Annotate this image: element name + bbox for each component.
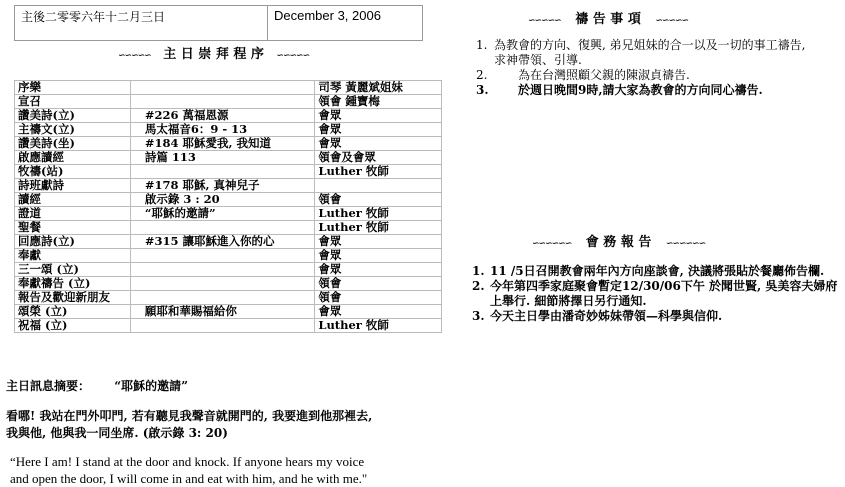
- program-item: 報告及歡迎新朋友: [15, 291, 131, 305]
- program-content: #178 耶穌, 真神兒子: [130, 179, 315, 193]
- program-leader: 領會 鍾寶梅: [315, 95, 442, 109]
- date-english: December 3, 2006: [274, 8, 381, 23]
- program-item: 聖餐: [15, 221, 131, 235]
- report-item: 2. 今年第四季家庭聚會暫定12/30/06下午 於聞世賢, 吳美容夫婦府 上舉行. 細節將擇日另行通知.: [472, 279, 838, 308]
- program-row: [15, 305, 442, 319]
- sermon-chinese: [6, 408, 372, 442]
- program-leader: 會眾: [315, 263, 442, 277]
- program-item: 證道: [15, 207, 131, 221]
- date-chinese: 主後二零零六年十二月三日: [15, 6, 268, 40]
- program-row: [15, 109, 442, 123]
- program-row: [15, 193, 442, 207]
- sermon-chinese-line1: 看哪! 我站在門外叩門, 若有聽見我聲音就開門的, 我要進到他那裡去,: [6, 409, 373, 423]
- program-content: [130, 81, 315, 95]
- program-row: [15, 277, 442, 291]
- program-item: 三一頌 (立): [15, 263, 131, 277]
- sermon-label: 主日訊息摘要：: [6, 379, 91, 393]
- program-item: 詩班獻詩: [15, 179, 131, 193]
- program-item: 啟應讀經: [15, 151, 131, 165]
- prayer-heading: 禱 告 事 項: [575, 12, 641, 27]
- program-row: [15, 249, 442, 263]
- program-leader: Luther 牧師: [315, 319, 442, 333]
- sermon-english: [10, 453, 367, 487]
- program-item: 宣召: [15, 95, 131, 109]
- program-content: [130, 165, 315, 179]
- program-row: [15, 221, 442, 235]
- program-content: [130, 249, 315, 263]
- program-content: [130, 277, 315, 291]
- ornament-right: ∽∽∽∽∽: [655, 16, 689, 26]
- program-row: [15, 263, 442, 277]
- program-content: “耶穌的邀請”: [130, 207, 315, 221]
- program-row: [15, 235, 442, 249]
- program-content: [130, 291, 315, 305]
- worship-heading-block: [118, 43, 309, 62]
- sermon-english-line1: “Here I am! I stand at the door and knock. If anyone hears my voice: [10, 454, 365, 469]
- report-heading-block: [532, 231, 705, 250]
- program-content: 馬太福音6：9 - 13: [130, 123, 315, 137]
- program-row: [15, 137, 442, 151]
- ornament-right: ∽∽∽∽∽: [276, 51, 310, 61]
- prayer-list: [476, 38, 836, 98]
- program-row: [15, 165, 442, 179]
- program-leader: Luther 牧師: [315, 221, 442, 235]
- prayer-item: 3. 於週日晚間9時,請大家為教會的方向同心禱告.: [476, 83, 763, 97]
- program-item: 序樂: [15, 81, 131, 95]
- report-heading: 會 務 報 告: [585, 235, 652, 250]
- program-leader: 會眾: [315, 305, 442, 319]
- program-item: 頌榮 (立): [15, 305, 131, 319]
- worship-program-table: [14, 80, 442, 333]
- program-row: [15, 319, 442, 333]
- program-leader: 領會: [315, 277, 442, 291]
- ornament-left: ∽∽∽∽∽: [528, 16, 561, 26]
- report-item: 1. 11 /5日召開教會兩年內方向座談會, 決議將張貼於餐廳佈告欄.: [472, 264, 825, 278]
- program-content: [130, 263, 315, 277]
- program-content: #184 耶穌愛我, 我知道: [130, 137, 315, 151]
- report-list: [472, 264, 840, 324]
- program-row: [15, 123, 442, 137]
- program-item: 祝福 (立): [15, 319, 131, 333]
- program-item: 主禱文(立): [15, 123, 131, 137]
- program-row: [15, 179, 442, 193]
- sermon-label-line: [6, 377, 188, 394]
- program-item: 讀經: [15, 193, 131, 207]
- program-leader: 會眾: [315, 235, 442, 249]
- sermon-title: “耶穌的邀請”: [114, 379, 189, 393]
- date-box: [14, 5, 423, 41]
- program-row: [15, 207, 442, 221]
- program-leader: 會眾: [315, 137, 442, 151]
- report-item: 3. 今天主日學由潘奇妙姊妹帶領—科學與信仰.: [472, 309, 723, 323]
- program-leader: 領會及會眾: [315, 151, 442, 165]
- program-content: 啟示錄 3 : 20: [130, 193, 315, 207]
- program-content: [130, 95, 315, 109]
- program-content: 願耶和華賜福給你: [130, 305, 315, 319]
- program-row: [15, 291, 442, 305]
- program-content: [130, 221, 315, 235]
- program-item: 奉獻禱告 (立): [15, 277, 131, 291]
- program-leader: 會眾: [315, 249, 442, 263]
- program-content: 詩篇 113: [130, 151, 315, 165]
- program-content: #315 讓耶穌進入你的心: [130, 235, 315, 249]
- program-leader: Luther 牧師: [315, 165, 442, 179]
- ornament-left: ∽∽∽∽∽: [118, 51, 151, 61]
- program-item: 讚美詩(立): [15, 109, 131, 123]
- program-leader: 領會: [315, 291, 442, 305]
- program-row: [15, 95, 442, 109]
- prayer-heading-block: [528, 8, 688, 27]
- program-item: 牧禱(站): [15, 165, 131, 179]
- program-leader: 會眾: [315, 123, 442, 137]
- prayer-item: 2. 為在台灣照顧父親的陳淑貞禱告.: [476, 68, 690, 82]
- program-item: 讚美詩(坐): [15, 137, 131, 151]
- program-leader: Luther 牧師: [315, 207, 442, 221]
- program-leader: [315, 179, 442, 193]
- program-content: [130, 319, 315, 333]
- program-row: [15, 151, 442, 165]
- program-row: [15, 81, 442, 95]
- program-item: 回應詩(立): [15, 235, 131, 249]
- program-content: #226 萬福恩源: [130, 109, 315, 123]
- program-leader: 會眾: [315, 109, 442, 123]
- program-leader: 司琴 黃麗斌姐妹: [315, 81, 442, 95]
- program-leader: 領會: [315, 193, 442, 207]
- worship-heading: 主 日 崇 拜 程 序: [163, 47, 264, 62]
- ornament-left: ∽∽∽∽∽∽: [532, 239, 572, 249]
- program-item: 奉獻: [15, 249, 131, 263]
- prayer-item: 1. 為教會的方向、復興, 弟兄姐妹的合一以及一切的事工禱告, 求神帶領、引導.: [476, 38, 806, 67]
- sermon-english-line2: and open the door, I will come in and eat with him, and he with me.": [10, 471, 368, 486]
- sermon-chinese-line2: 我與他, 他與我一同坐席. (啟示錄 3: 20): [6, 426, 228, 440]
- ornament-right: ∽∽∽∽∽∽: [665, 239, 706, 249]
